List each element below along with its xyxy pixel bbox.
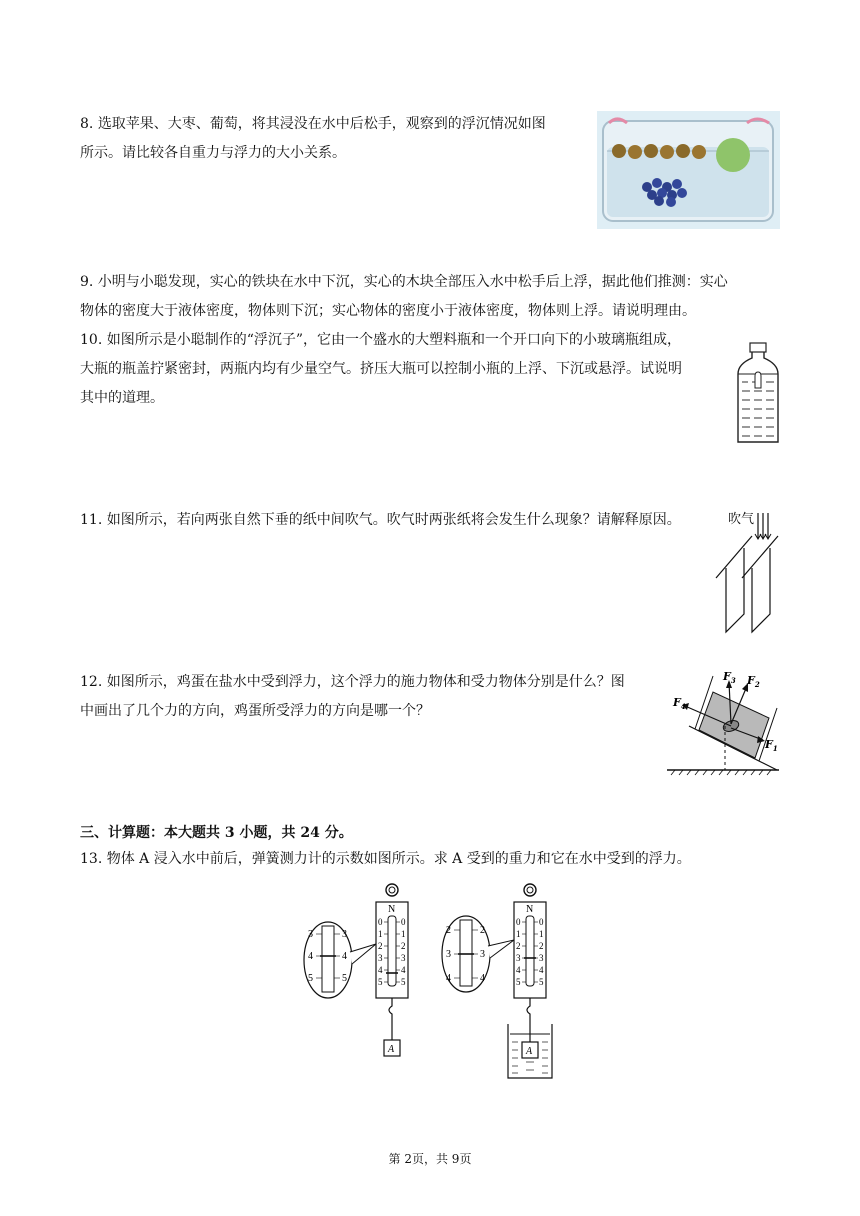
svg-text:2: 2 [446,925,451,936]
svg-text:3: 3 [401,953,406,963]
question-8: 8. 选取苹果、大枣、葡萄，将其浸没在水中后松手，观察到的浮沉情况如图 所示。请比较各自重力与浮力的大小关系。 [80,116,546,161]
question-13: 13. 物体 A 浸入水中前后，弹簧测力计的示数如图所示。求 A 受到的重力和它在水中受到的浮力。 [80,851,691,867]
blow-label: 吹气 [728,512,755,527]
svg-text:F3: $F_3$ [723,670,736,685]
svg-text:F1: $F_1$ [765,738,778,753]
svg-text:A: A [388,1044,395,1055]
svg-text:2: 2 [378,941,383,951]
svg-text:4: 4 [446,973,451,984]
svg-text:4: 4 [539,965,544,975]
svg-text:F4: $F_4$ [673,696,686,711]
svg-text:3: 3 [446,949,451,960]
svg-text:3: 3 [308,929,313,940]
svg-text:2: 2 [401,941,406,951]
svg-text:0: 0 [378,917,383,927]
page-footer: 第 2页，共 9页 [388,1152,472,1166]
question-10: 10. 如图所示是小聪制作的“浮沉子”，它由一个盛水的大塑料瓶和一个开口向下的小玻璃瓶组成， 大瓶的瓶盖拧紧密封，两瓶内均有少量空气。挤压大瓶可以控制小瓶的上浮、下沉或悬浮。试说明 其中的道理。 [80,332,682,406]
svg-text:1: 1 [539,929,544,939]
svg-text:5: 5 [342,973,347,984]
svg-text:0: 0 [516,917,521,927]
blowing-paper-figure [712,508,790,636]
svg-text:A: A [526,1046,533,1057]
egg-buoyancy-figure [665,666,785,776]
fruit-container-photo [597,111,780,229]
svg-text:1: 1 [401,929,406,939]
svg-text:4: 4 [342,951,347,962]
svg-text:1: 1 [516,929,521,939]
svg-text:N: N [526,904,534,915]
question-9: 9. 小明与小聪发现，实心的铁块在水中下沉，实心的木块全部压入水中松手后上浮，据此他们推测：实心 物体的密度大于液体密度，物体则下沉；实心物体的密度小于液体密度，物体则上浮。请说明理由。 [80,274,728,319]
svg-text:3: 3 [480,949,485,960]
question-12: 12. 如图所示，鸡蛋在盐水中受到浮力，这个浮力的施力物体和受力物体分别是什么？图 中画出了几个力的方向，鸡蛋所受浮力的方向是哪一个？ [80,674,625,719]
section-3-heading: 三、计算题：本大题共 3 小题，共 24 分。 [80,825,353,841]
svg-text:3: 3 [539,953,544,963]
svg-text:5: 5 [401,977,406,987]
spring-scale-figure [300,882,560,1082]
svg-text:1: 1 [378,929,383,939]
svg-text:4: 4 [516,965,521,975]
svg-text:2: 2 [516,941,521,951]
svg-text:4: 4 [480,973,485,984]
svg-text:5: 5 [308,973,313,984]
question-11: 11. 如图所示，若向两张自然下垂的纸中间吹气。吹气时两张纸将会发生什么现象？请解释原因。 [80,512,681,528]
svg-text:4: 4 [401,965,406,975]
svg-text:2: 2 [480,925,485,936]
svg-text:4: 4 [378,965,383,975]
svg-text:0: 0 [539,917,544,927]
svg-text:0: 0 [401,917,406,927]
svg-text:3: 3 [378,953,383,963]
svg-text:5: 5 [539,977,544,987]
svg-text:3: 3 [516,953,521,963]
svg-text:2: 2 [539,941,544,951]
cartesian-diver-figure [733,342,783,446]
svg-text:N: N [388,904,396,915]
svg-text:4: 4 [308,951,313,962]
svg-text:F2: $F_2$ [747,674,760,689]
svg-text:5: 5 [378,977,383,987]
svg-text:3: 3 [342,929,347,940]
svg-text:5: 5 [516,977,521,987]
